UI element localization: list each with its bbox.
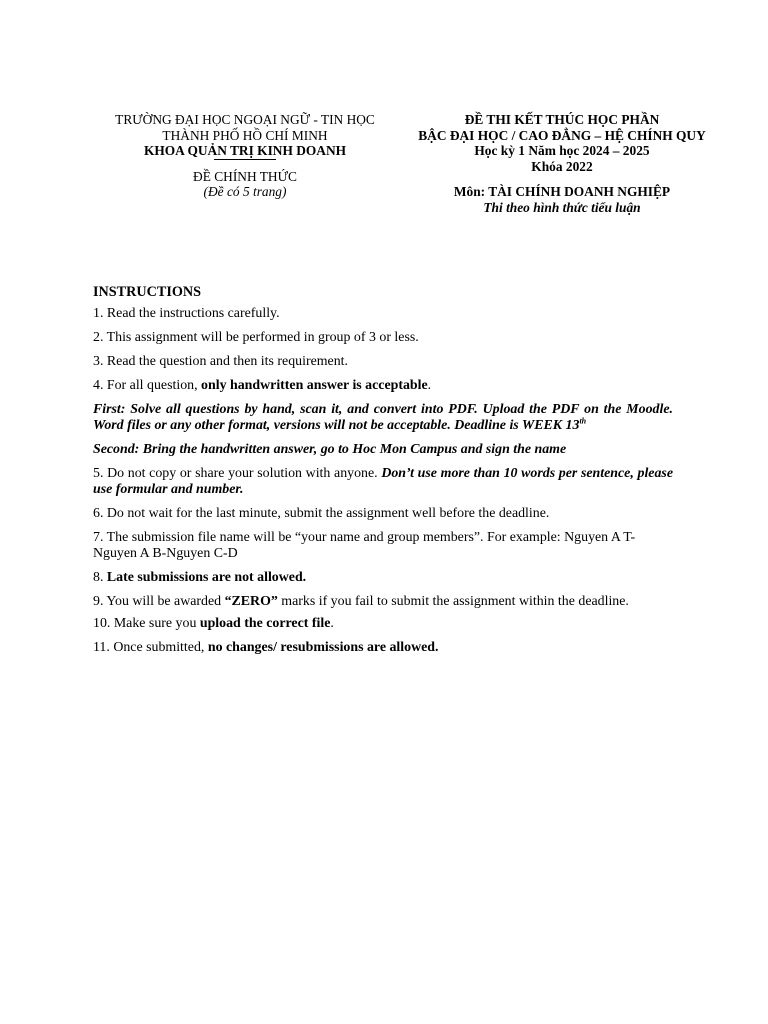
- first-step-text: First: Solve all questions by hand, scan it, and convert into PDF. Upload the PDF on the Moodle. Word files or any other format, versions will not be acceptable. Deadline is WEEK 13: [93, 402, 673, 433]
- university-name: TRƯỜNG ĐẠI HỌC NGOẠI NGỮ - TIN HỌC: [115, 112, 375, 127]
- exam-info-block: [404, 112, 720, 216]
- instruction-item-8: [93, 570, 673, 586]
- item-8-text: 8.: [93, 570, 107, 585]
- exam-semester: Học kỳ 1 Năm học 2024 – 2025: [474, 143, 650, 159]
- exam-title: ĐỀ THI KẾT THÚC HỌC PHẦN: [464, 112, 660, 127]
- faculty-name: KHOA QUẢN TRỊ KINH DOANH: [143, 143, 347, 159]
- item-5-emphasis: Don’t use more than 10 words per sentence, please use formular and number.: [93, 466, 673, 497]
- instruction-item-9: [93, 590, 673, 614]
- instruction-item-3: 3. Read the question and then its requirement.: [93, 354, 348, 369]
- university-block: [100, 112, 390, 200]
- item-10-emphasis: upload the correct file: [199, 616, 331, 631]
- instruction-item-5: [93, 466, 673, 498]
- instructions-section: [93, 284, 673, 664]
- instruction-item-4: [93, 378, 673, 394]
- instruction-item-11: [93, 640, 673, 656]
- instruction-item-10: [93, 616, 673, 632]
- item-4-text: 4. For all question,: [93, 378, 202, 393]
- exam-cohort: Khóa 2022: [531, 158, 593, 174]
- university-city: THÀNH PHỐ HỒ CHÍ MINH: [162, 127, 328, 143]
- item-5-text: 5. Do not copy or share your solution with anyone.: [93, 466, 382, 481]
- second-step-note: Second: Bring the handwritten answer, go to Hoc Mon Campus and sign the name: [93, 442, 567, 457]
- item-10-text: 10. Make sure you: [93, 616, 200, 631]
- item-9-emphasis: “ZERO”: [224, 594, 278, 609]
- instruction-item-6: 6. Do not wait for the last minute, submit the assignment well before the deadline.: [93, 506, 550, 521]
- item-4-emphasis: only handwritten answer is acceptable: [201, 378, 428, 393]
- instructions-title: INSTRUCTIONS: [93, 284, 202, 300]
- pages-note: (Đề có 5 trang): [203, 184, 287, 200]
- item-11-text: 11. Once submitted,: [93, 640, 208, 655]
- item-9-suffix: marks if you fail to submit the assignment within the deadline.: [277, 594, 629, 609]
- instruction-item-1: 1. Read the instructions carefully.: [93, 306, 280, 321]
- header-divider: [214, 159, 276, 160]
- item-9-text: 9. You will be awarded: [93, 594, 225, 609]
- first-step-note: [93, 402, 673, 434]
- official-label: ĐỀ CHÍNH THỨC: [193, 168, 297, 184]
- item-8-emphasis: Late submissions are not allowed.: [106, 570, 307, 585]
- exam-header: [0, 112, 768, 232]
- item-10-suffix: .: [330, 616, 334, 631]
- exam-subject: Môn: TÀI CHÍNH DOANH NGHIỆP: [453, 184, 671, 200]
- item-11-emphasis: no changes/ resubmissions are allowed.: [207, 640, 439, 655]
- exam-level: BẬC ĐẠI HỌC / CAO ĐẲNG – HỆ CHÍNH QUY: [418, 127, 706, 143]
- item-4-suffix: .: [427, 378, 432, 393]
- instruction-item-7: 7. The submission file name will be “your name and group members”. For example: Nguyen A T-Nguyen A B-Nguyen C-D: [93, 530, 636, 561]
- instruction-item-2: 2. This assignment will be performed in group of 3 or less.: [93, 330, 419, 345]
- ordinal-superscript: th: [579, 416, 587, 426]
- exam-form: Thi theo hình thức tiểu luận: [483, 199, 641, 215]
